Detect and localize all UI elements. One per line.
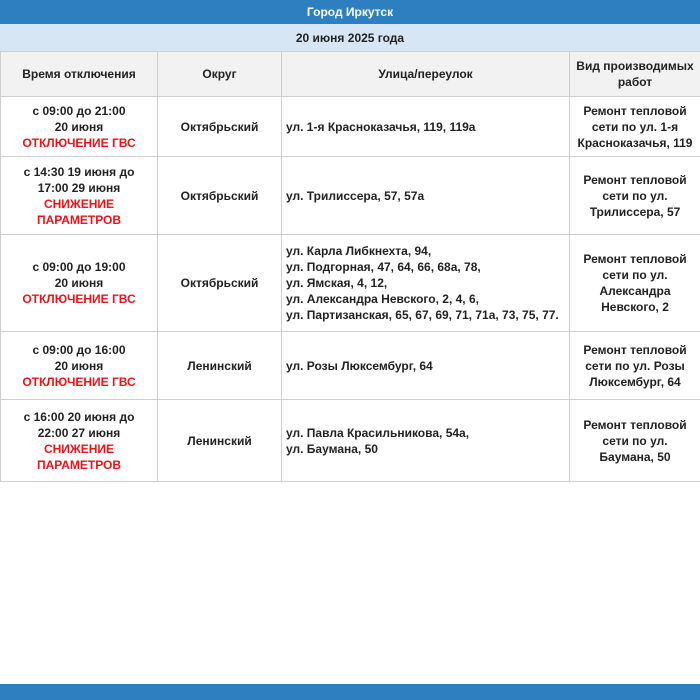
time-text: с 09:00 до 19:00 bbox=[32, 260, 126, 274]
street-line: ул. Ямская, 4, 12, bbox=[286, 276, 388, 290]
time-text: 20 июня bbox=[54, 276, 104, 290]
time-text: 17:00 29 июня bbox=[37, 180, 121, 195]
status-text: ОТКЛЮЧЕНИЕ ГВС bbox=[22, 374, 136, 389]
column-header-district: Округ bbox=[158, 52, 282, 97]
status-text: ОТКЛЮЧЕНИЕ ГВС bbox=[22, 292, 136, 306]
time-cell bbox=[1, 235, 158, 332]
streets-cell bbox=[282, 400, 570, 482]
district-cell: Октябрьский bbox=[158, 97, 282, 157]
time-cell bbox=[1, 400, 158, 482]
status-text: СНИЖЕНИЕ bbox=[43, 441, 115, 456]
table-row bbox=[1, 97, 700, 157]
time-text: с 09:00 до 16:00 bbox=[32, 342, 126, 357]
date-title: 20 июня 2025 года bbox=[0, 24, 700, 52]
street-line: ул. Павла Красильникова, 54а, bbox=[286, 425, 470, 440]
district-cell: Ленинский bbox=[158, 332, 282, 400]
time-text: 20 июня bbox=[54, 358, 104, 373]
street-line: ул. Подгорная, 47, 64, 66, 68а, 78, bbox=[286, 260, 481, 274]
streets-cell bbox=[282, 97, 570, 157]
time-text: 22:00 27 июня bbox=[37, 425, 121, 440]
table-row bbox=[1, 332, 700, 400]
streets-cell bbox=[282, 332, 570, 400]
footer-bar bbox=[0, 684, 700, 700]
time-cell bbox=[1, 332, 158, 400]
status-text: ПАРАМЕТРОВ bbox=[36, 212, 122, 227]
time-text: с 14:30 19 июня до bbox=[23, 164, 135, 179]
column-header-street: Улица/переулок bbox=[282, 52, 570, 97]
status-text: ПАРАМЕТРОВ bbox=[36, 457, 122, 472]
street-line: ул. Розы Люксембург, 64 bbox=[286, 358, 433, 373]
street-line: ул. Трилиссера, 57, 57а bbox=[286, 188, 425, 203]
works-cell: Ремонт тепловой сети по ул. Баумана, 50 bbox=[570, 400, 700, 482]
time-cell bbox=[1, 97, 158, 157]
district-cell: Октябрьский bbox=[158, 235, 282, 332]
works-cell: Ремонт тепловой сети по ул. 1-я Красноказачья, 119 bbox=[570, 97, 700, 157]
streets-cell bbox=[282, 157, 570, 235]
street-line: ул. Баумана, 50 bbox=[286, 441, 378, 456]
streets-cell bbox=[282, 235, 570, 332]
column-header-time: Время отключения bbox=[1, 52, 158, 97]
district-cell: Октябрьский bbox=[158, 157, 282, 235]
time-text: с 16:00 20 июня до bbox=[23, 409, 135, 424]
street-line: ул. Карла Либкнехта, 94, bbox=[286, 244, 432, 258]
table-header-row bbox=[1, 52, 700, 97]
street-line: ул. 1-я Красноказачья, 119, 119а bbox=[286, 119, 476, 134]
status-text: СНИЖЕНИЕ bbox=[43, 196, 115, 211]
street-line: ул. Александра Невского, 2, 4, 6, bbox=[286, 292, 479, 306]
table-row bbox=[1, 157, 700, 235]
works-cell: Ремонт тепловой сети по ул. Розы Люксембург, 64 bbox=[570, 332, 700, 400]
district-cell: Ленинский bbox=[158, 400, 282, 482]
city-title: Город Иркутск bbox=[0, 0, 700, 24]
table-row bbox=[1, 235, 700, 332]
street-line: ул. Партизанская, 65, 67, 69, 71, 71а, 73, 75, 77. bbox=[286, 308, 559, 322]
works-cell: Ремонт тепловой сети по ул. Трилиссера, 57 bbox=[570, 157, 700, 235]
time-cell bbox=[1, 157, 158, 235]
column-header-works: Вид производимых работ bbox=[570, 52, 700, 97]
status-text: ОТКЛЮЧЕНИЕ ГВС bbox=[22, 135, 136, 150]
time-text: 20 июня bbox=[54, 119, 104, 134]
works-cell: Ремонт тепловой сети по ул. Александра Невского, 2 bbox=[570, 235, 700, 332]
table-row bbox=[1, 400, 700, 482]
time-text: с 09:00 до 21:00 bbox=[32, 103, 126, 118]
outage-schedule-table bbox=[0, 51, 700, 482]
